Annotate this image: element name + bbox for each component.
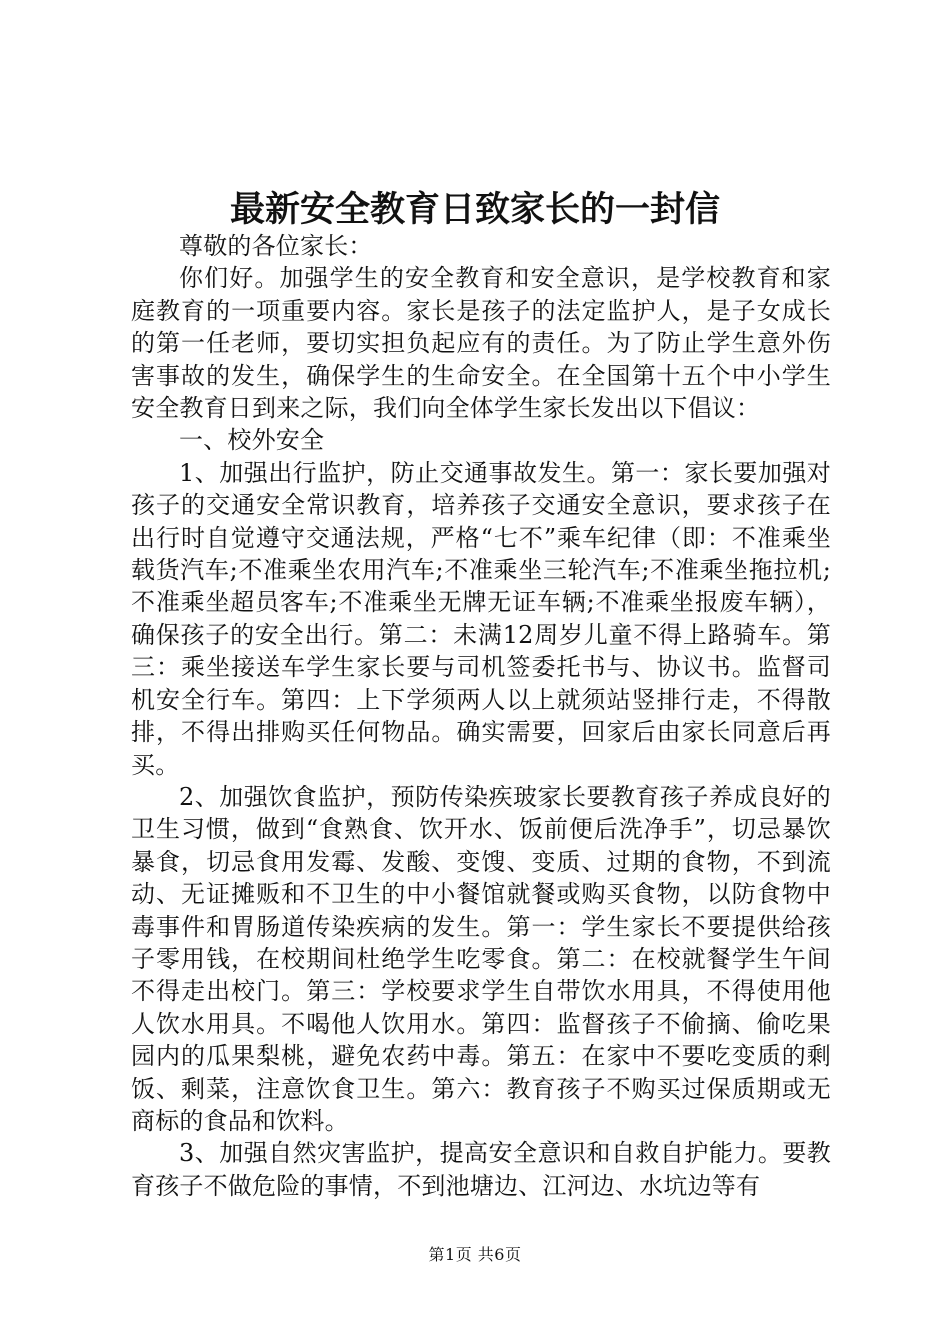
section-heading: 一、校外安全 xyxy=(179,426,325,455)
salutation: 尊敬的各位家长： xyxy=(179,232,373,260)
body-paragraph: 3、加强自然灾害监护，提高安全意识和自救自护能力。要教育孩子不做危险的事情，不到池塘边、江河边、水坑边等有 xyxy=(131,1139,831,1200)
body-paragraph: 你们好。加强学生的安全教育和安全意识，是学校教育和家庭教育的一项重要内容。家长是孩子的法定监护人，是子女成长的第一任老师，要切实担负起应有的责任。为了防止学生意外伤害事故的发生，确保学生的生命安全。在全国第十五个中小学生安全教育日到来之际，我们向全体学生家长发出以下倡议： xyxy=(131,264,831,423)
page-number-footer: 第1页 共6页 xyxy=(428,1245,522,1264)
document-title: 最新安全教育日致家长的一封信 xyxy=(229,190,720,230)
body-paragraph: 1、加强出行监护，防止交通事故发生。第一：家长要加强对孩子的交通安全常识教育，培养孩子交通安全意识，要求孩子在出行时自觉遵守交通法规，严格“七不”乘车纪律（即：不准乘坐载货汽车;不准乘坐农用汽车;不准乘坐三轮汽车;不准乘坐拖拉机;不准乘坐超员客车;不准乘坐无牌无证车辆;不准乘坐报废车辆），确保孩子的安全出行。第二：未满12周岁儿童不得上路骑车。第三：乘坐接送车学生家长要与司机签委托书与、协议书。监督司机安全行车。第四：上下学须两人以上就须站竖排行走，不得散排，不得出排购买任何物品。确实需要，回家后由家长同意后再买。 xyxy=(131,458,831,779)
body-paragraph: 2、加强饮食监护，预防传染疾玻家长要教育孩子养成良好的卫生习惯，做到“食熟食、饮开水、饭前便后洗净手”，切忌暴饮暴食，切忌食用发霉、发酸、变馊、变质、过期的食物，不到流动、无证摊贩和不卫生的中小餐馆就餐或购买食物，以防食物中毒事件和胃肠道传染疾病的发生。第一：学生家长不要提供给孩子零用钱，在校期间杜绝学生吃零食。第二：在校就餐学生午间不得走出校门。第三：学校要求学生自带饮水用具，不得使用他人饮水用具。不喝他人饮用水。第四：监督孩子不偷摘、偷吃果园内的瓜果梨桃，避免农药中毒。第五：在家中不要吃变质的剩饭、剩菜，注意饮食卫生。第六：教育孩子不购买过保质期或无商标的食品和饮料。 xyxy=(131,782,831,1135)
document-body xyxy=(131,230,831,1202)
